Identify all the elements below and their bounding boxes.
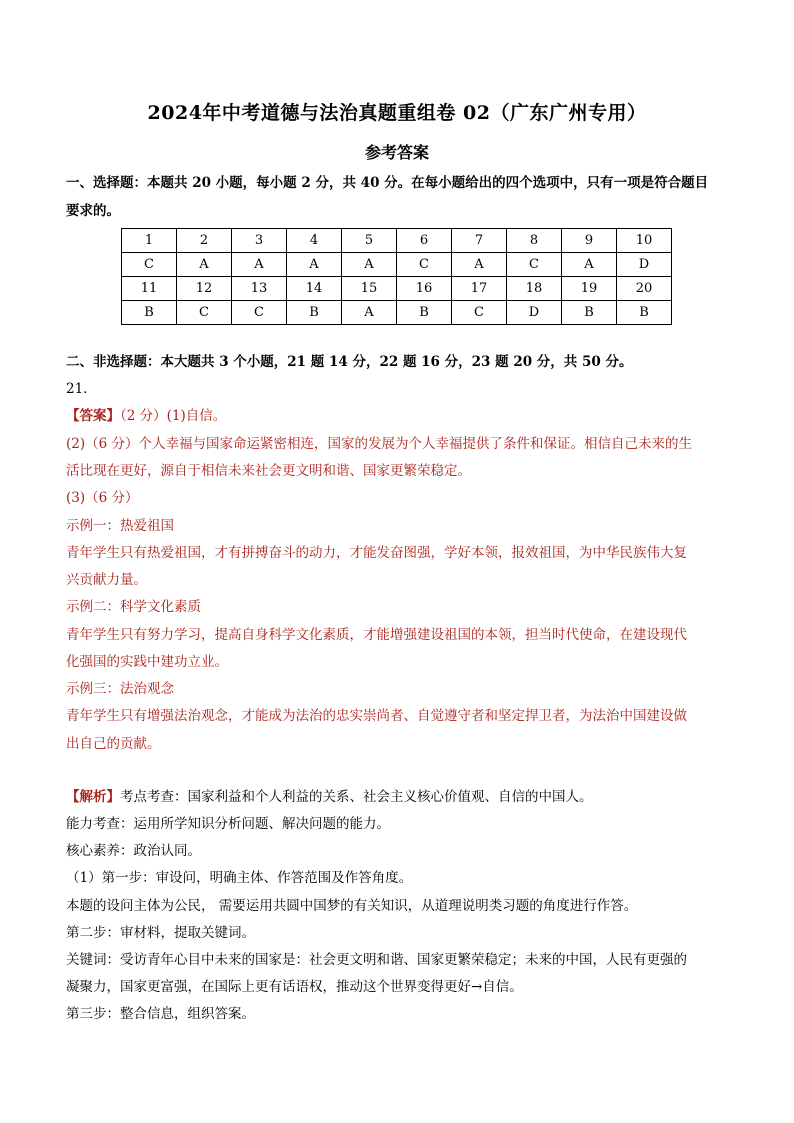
example3-title: 示例三：法治观念 [66, 681, 174, 697]
answer-part1 [66, 406, 736, 426]
table-cell: 19 [562, 277, 617, 301]
table-cell: 10 [617, 229, 672, 253]
table-cell: D [617, 253, 672, 277]
analysis-line6: 第二步：审材料，提取关键词。 [66, 925, 255, 941]
section1-header-line2: 要求的。 [66, 203, 120, 219]
table-cell: A [562, 253, 617, 277]
example3-line2: 出自己的贡献。 [66, 736, 161, 752]
section2-header: 二、非选择题：本大题共 3 个小题，21 题 14 分，22 题 16 分，23 题 20 分，共 50 分。 [66, 354, 633, 370]
table-cell: 5 [342, 229, 397, 253]
table-cell: B [287, 301, 342, 325]
analysis-line2: 能力考查：运用所学知识分析问题、解决问题的能力。 [66, 816, 390, 832]
analysis-line8: 凝聚力，国家更富强，在国际上更有话语权，推动这个世界变得更好→自信。 [66, 979, 523, 995]
answer-part3: (3)（6 分） [66, 490, 139, 506]
analysis-line7: 关键词：受访青年心目中未来的国家是：社会更文明和谐、国家更繁荣稳定；未来的中国，人民有更强的 [66, 952, 687, 968]
table-cell: B [562, 301, 617, 325]
table-cell: 14 [287, 277, 342, 301]
table-row-numbers-1 [122, 229, 672, 253]
table-cell: 15 [342, 277, 397, 301]
table-cell: 20 [617, 277, 672, 301]
table-cell: A [287, 253, 342, 277]
table-cell: 16 [397, 277, 452, 301]
example1-title: 示例一：热爱祖国 [66, 518, 174, 534]
table-cell: 4 [287, 229, 342, 253]
table-cell: 11 [122, 277, 177, 301]
table-cell: C [177, 301, 232, 325]
answer-part2-line1: (2)（6 分）个人幸福与国家命运紧密相连，国家的发展为个人幸福提供了条件和保证。相信自己未来的生 [66, 436, 693, 452]
table-row-numbers-2 [122, 277, 672, 301]
example3-line1: 青年学生只有增强法治观念，才能成为法治的忠实崇尚者、自觉遵守者和坚定捍卫者，为法治中国建设做 [66, 708, 687, 724]
answer-tag: 【答案】 [66, 408, 120, 424]
table-cell: A [342, 253, 397, 277]
example2-title: 示例二：科学文化素质 [66, 599, 201, 615]
table-cell: 8 [507, 229, 562, 253]
analysis-line5: 本题的设问主体为公民， 需要运用共圆中国梦的有关知识，从道理说明类习题的角度进行作答。 [66, 898, 638, 914]
table-cell: 17 [452, 277, 507, 301]
table-cell: 3 [232, 229, 287, 253]
analysis-line3: 核心素养：政治认同。 [66, 843, 201, 859]
table-cell: 1 [122, 229, 177, 253]
example1-line1: 青年学生只有热爱祖国，才有拼搏奋斗的动力，才能发奋图强，学好本领，报效祖国，为中华民族伟大复 [66, 545, 687, 561]
example2-line1: 青年学生只有努力学习，提高自身科学文化素质，才能增强建设祖国的本领，担当时代使命，在建设现代 [66, 627, 687, 643]
table-cell: 7 [452, 229, 507, 253]
question-number: 21． [66, 381, 97, 397]
table-cell: C [452, 301, 507, 325]
table-cell: A [177, 253, 232, 277]
table-cell: B [617, 301, 672, 325]
answer-part2-line2: 活比现在更好，源自于相信未来社会更文明和谐、国家更繁荣稳定。 [66, 463, 471, 479]
table-row-answers-2 [122, 301, 672, 325]
table-cell: C [232, 301, 287, 325]
table-cell: 12 [177, 277, 232, 301]
table-cell: C [397, 253, 452, 277]
analysis-line9: 第三步：整合信息，组织答案。 [66, 1006, 255, 1022]
page-title: 2024年中考道德与法治真题重组卷 02（广东广州专用） [147, 102, 647, 124]
page-subtitle: 参考答案 [364, 143, 429, 162]
answer-table [121, 228, 672, 325]
example2-line2: 化强国的实践中建功立业。 [66, 654, 228, 670]
table-cell: A [452, 253, 507, 277]
table-cell: 2 [177, 229, 232, 253]
analysis-line1-text: 考点考查：国家利益和个人利益的关系、社会主义核心价值观、自信的中国人。 [120, 789, 593, 805]
table-cell: 9 [562, 229, 617, 253]
table-cell: A [342, 301, 397, 325]
table-cell: 13 [232, 277, 287, 301]
table-row-answers-1 [122, 253, 672, 277]
answer-part1-text: （2 分）(1)自信。 [120, 408, 227, 424]
table-cell: C [122, 253, 177, 277]
analysis-line4: （1）第一步：审设问，明确主体、作答范围及作答角度。 [66, 870, 413, 886]
table-cell: C [507, 253, 562, 277]
analysis-tag: 【解析】 [66, 789, 120, 805]
table-cell: B [397, 301, 452, 325]
table-cell: 18 [507, 277, 562, 301]
table-cell: B [122, 301, 177, 325]
analysis-line1 [66, 787, 736, 807]
table-cell: D [507, 301, 562, 325]
section1-header-line1: 一、选择题：本题共 20 小题，每小题 2 分，共 40 分。在每小题给出的四个选项中，只有一项是符合题目 [66, 175, 709, 191]
table-cell: 6 [397, 229, 452, 253]
table-cell: A [232, 253, 287, 277]
example1-line2: 兴贡献力量。 [66, 572, 147, 588]
